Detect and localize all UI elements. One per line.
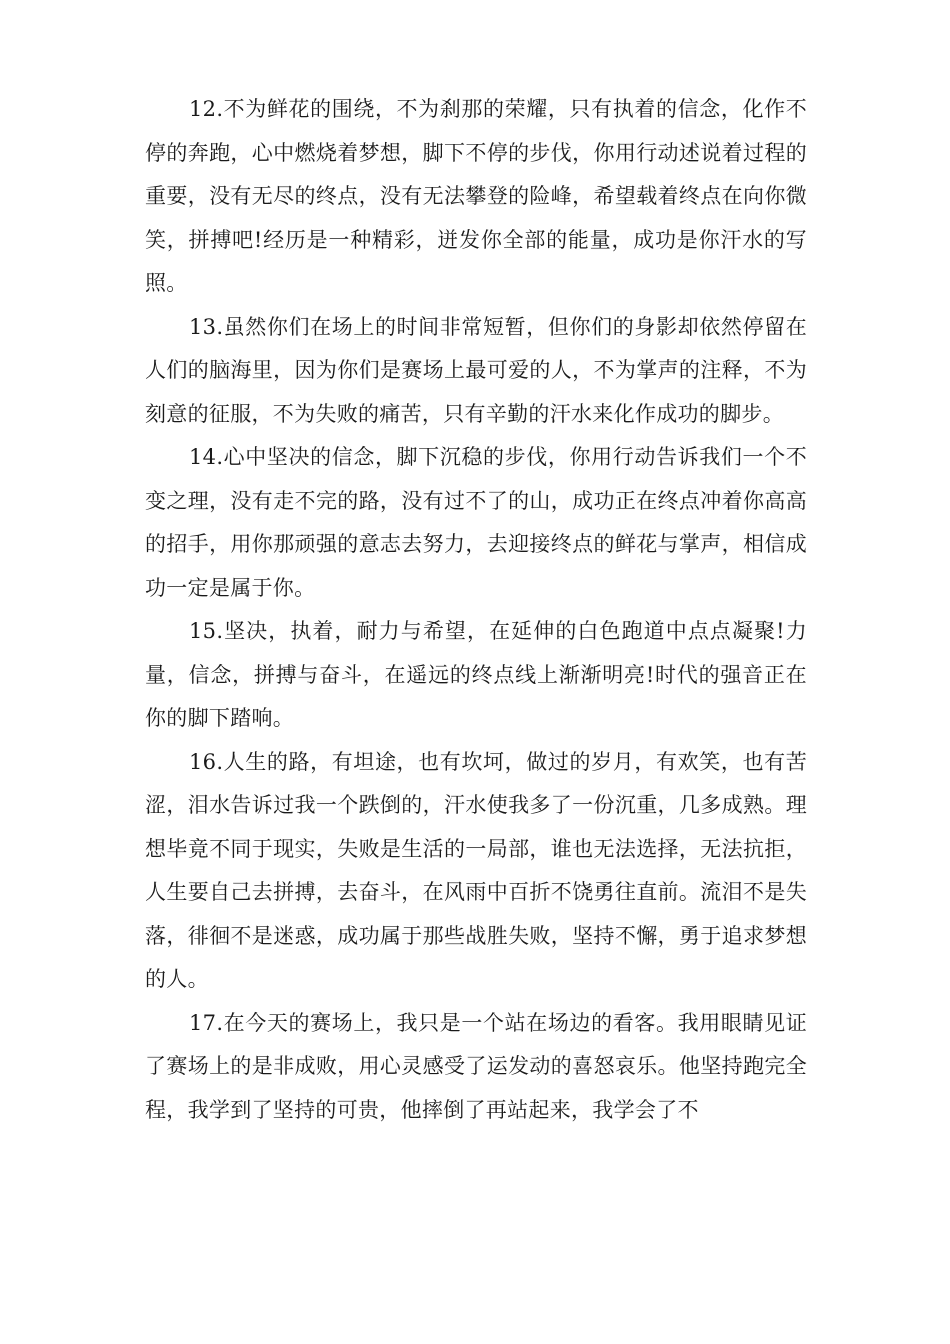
document-body (145, 88, 807, 1132)
paragraph-15: 15.坚决，执着，耐力与希望，在延伸的白色跑道中点点凝聚!力量，信念，拼搏与奋斗，在遥远的终点线上渐渐明亮!时代的强音正在你的脚下踏响。 (145, 619, 807, 730)
paragraph-17: 17.在今天的赛场上，我只是一个站在场边的看客。我用眼睛见证了赛场上的是非成败，用心灵感受了运发动的喜怒哀乐。他坚持跑完全程，我学到了坚持的可贵，他摔倒了再站起来，我学会了不 (145, 1010, 807, 1122)
paragraph-16: 16.人生的路，有坦途，也有坎坷，做过的岁月，有欢笑，也有苦涩，泪水告诉过我一个跌倒的，汗水使我多了一份沉重，几多成熟。理想毕竟不同于现实，失败是生活的一局部，谁也无法选择，无法抗拒，人生要自己去拼搏，去奋斗，在风雨中百折不饶勇往直前。流泪不是失落，徘徊不是迷惑，成功属于那些战胜失败，坚持不懈，勇于追求梦想的人。 (145, 749, 807, 991)
paragraph-13: 13.虽然你们在场上的时间非常短暂，但你们的身影却依然停留在人们的脑海里，因为你们是赛场上最可爱的人，不为掌声的注释，不为刻意的征服，不为失败的痛苦，只有辛勤的汗水来化作成功的脚步。 (145, 314, 807, 426)
paragraph-14: 14.心中坚决的信念，脚下沉稳的步伐，你用行动告诉我们一个不变之理，没有走不完的路，没有过不了的山，成功正在终点冲着你高高的招手，用你那顽强的意志去努力，去迎接终点的鲜花与掌声，相信成功一定是属于你。 (145, 445, 807, 600)
paragraph-12: 12.不为鲜花的围绕，不为刹那的荣耀，只有执着的信念，化作不停的奔跑，心中燃烧着梦想，脚下不停的步伐，你用行动述说着过程的重要，没有无尽的终点，没有无法攀登的险峰，希望载着终点在向你微笑，拼搏吧!经历是一种精彩，迸发你全部的能量，成功是你汗水的写照。 (145, 97, 807, 295)
